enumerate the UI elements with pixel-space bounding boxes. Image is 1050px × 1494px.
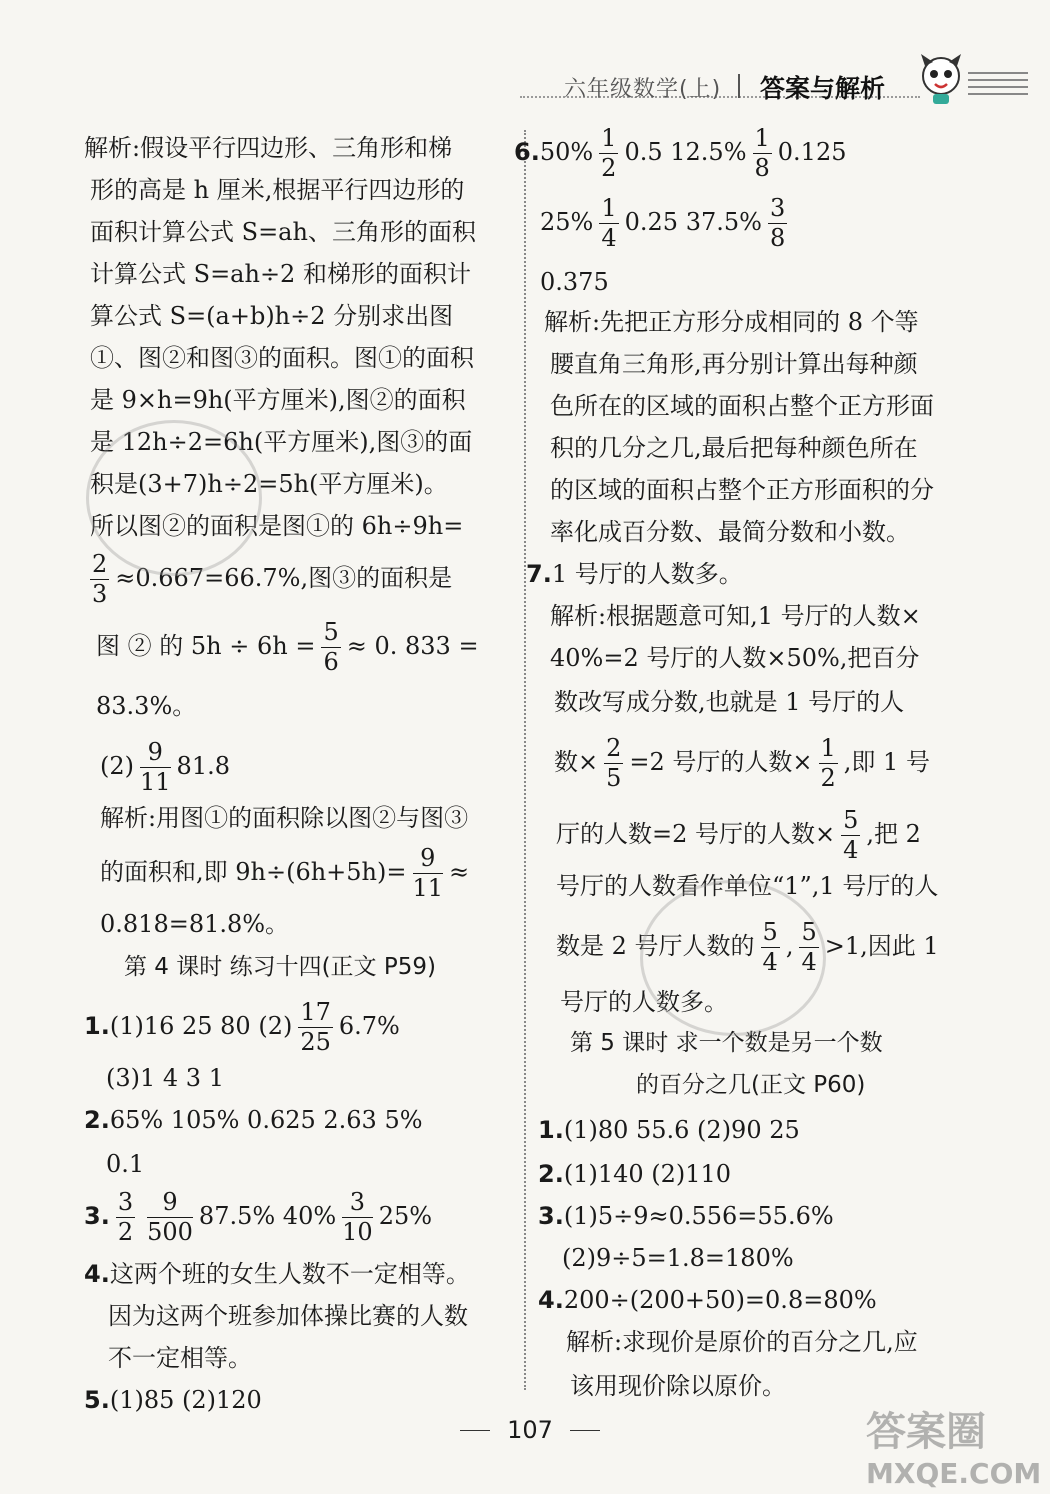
text-line: ①、图②和图③的面积。图①的面积 — [90, 344, 474, 372]
page-footer — [460, 1416, 600, 1444]
header-subject: 六年级数学(上) — [564, 77, 722, 102]
fraction: $\frac{1}{2}$ — [820, 734, 836, 793]
text-line: 该用现价除以原价。 — [570, 1372, 786, 1400]
text-line: 25% $\frac{1}{4}$ 0.25 37.5% $\frac{3}{8}$ — [540, 194, 786, 253]
stamp-mark — [86, 420, 262, 576]
text-line: (2)9÷5=1.8=180% — [562, 1244, 794, 1272]
mascot-icon — [915, 52, 967, 106]
fraction: $\frac{5}{4}$ — [801, 918, 817, 977]
watermark-text: 答案圈 — [866, 1409, 986, 1455]
question-7: 7.1 号厅的人数多。 — [526, 560, 743, 588]
text-line: 不一定相等。 — [108, 1344, 252, 1372]
text-line: $\frac{2}{3}$ ≈0.667=66.7%,图③的面积是 — [92, 550, 453, 609]
text-line: 解析:假设平行四边形、三角形和梯 — [84, 134, 453, 162]
fraction: $\frac{3}{2}$ — [117, 1188, 134, 1247]
text-line: (3)1 4 3 1 — [106, 1064, 224, 1092]
text-line: 号厅的人数多。 — [560, 988, 728, 1016]
text-line: 是 9×h=9h(平方厘米),图②的面积 — [90, 386, 466, 414]
text-line: 40%=2 号厅的人数×50%,把百分 — [550, 644, 920, 672]
stamp-mark — [640, 880, 826, 1036]
text-line: 0.375 — [540, 268, 609, 296]
fraction: $\frac{5}{4}$ — [762, 918, 778, 977]
page-header — [520, 58, 1030, 118]
text-line: 图 ② 的 5h ÷ 6h = $\frac{5}{6}$ ≈ 0. 833 = — [96, 618, 479, 677]
text-line: 算公式 S=(a+b)h÷2 分别求出图 — [90, 302, 454, 330]
text-line: 面积计算公式 S=ah、三角形的面积 — [90, 218, 476, 246]
section-heading: 第 4 课时 练习十四(正文 P59) — [124, 954, 436, 980]
header-divider — [738, 74, 740, 98]
fraction: $\frac{9}{11}$ — [412, 844, 444, 903]
text-line: 0.1 — [106, 1150, 145, 1178]
answer-4: 4.200÷(200+50)=0.8=80% — [538, 1286, 877, 1314]
text-line: (2) $\frac{9}{11}$ 81.8 — [100, 738, 230, 797]
fraction: $\frac{5}{4}$ — [843, 806, 859, 865]
fraction: $\frac{9}{11}$ — [140, 738, 171, 797]
footer-dash — [570, 1430, 600, 1431]
answer-1: 1.(1)80 55.6 (2)90 25 — [538, 1116, 800, 1144]
fraction: $\frac{1}{2}$ — [601, 124, 617, 183]
text-line: 数改写成分数,也就是 1 号厅的人 — [554, 688, 905, 716]
watermark-url: MXQE.COM — [866, 1457, 1042, 1490]
fraction: $\frac{5}{6}$ — [323, 618, 339, 677]
text-line: 积是(3+7)h÷2=5h(平方厘米)。 — [90, 470, 448, 498]
text-line: 数是 2 号厅人数的 $\frac{5}{4}$ , $\frac{5}{4}$ >1,因此 1 — [556, 918, 939, 977]
text-line: 计算公式 S=ah÷2 和梯形的面积计 — [90, 260, 471, 288]
question-6: 6.50% $\frac{1}{2}$ 0.5 12.5% $\frac{1}{8}$ 0.125 — [514, 124, 847, 183]
text-line: 解析:用图①的面积除以图②与图③ — [100, 804, 469, 832]
text-line: 解析:先把正方形分成相同的 8 个等 — [544, 308, 919, 336]
text-line: 的面积和,即 9h÷(6h+5h)= $\frac{9}{11}$ ≈ — [100, 844, 470, 903]
text-line: 数× $\frac{2}{5}$ =2 号厅的人数× $\frac{1}{2}$ ,即 1 号 — [554, 734, 930, 793]
fraction: $\frac{1}{4}$ — [601, 194, 617, 253]
fraction: $\frac{9}{500}$ — [147, 1188, 193, 1247]
section-heading: 第 5 课时 求一个数是另一个数 — [570, 1030, 883, 1056]
footer-dash — [460, 1430, 490, 1431]
text-line: 率化成百分数、最简分数和小数。 — [550, 518, 910, 546]
watermark-logo — [866, 1400, 1041, 1490]
text-line: 腰直角三角形,再分别计算出每种颜 — [550, 350, 918, 378]
page-number: 107 — [507, 1416, 553, 1444]
fraction: $\frac{3}{8}$ — [769, 194, 786, 253]
section-heading: 的百分之几(正文 P60) — [636, 1072, 866, 1098]
question-2: 2.65% 105% 0.625 2.63 5% — [84, 1106, 423, 1134]
question-5: 5.(1)85 (2)120 — [84, 1386, 262, 1414]
text-line: 厅的人数=2 号厅的人数× $\frac{5}{4}$ ,把 2 — [556, 806, 921, 865]
text-line: 因为这两个班参加体操比赛的人数 — [108, 1302, 468, 1330]
text-line: 形的高是 h 厘米,根据平行四边形的 — [90, 176, 465, 204]
text-line: 0.818=81.8%。 — [100, 910, 290, 938]
question-4: 4.这两个班的女生人数不一定相等。 — [84, 1260, 470, 1288]
fraction: $\frac{2}{3}$ — [92, 550, 108, 609]
question-1: 1.(1)16 25 80 (2) $\frac{17}{25}$ 6.7% — [84, 998, 400, 1057]
text-line: 的区域的面积占整个正方形面积的分 — [550, 476, 934, 504]
text-line: 色所在的区域的面积占整个正方形面 — [550, 392, 934, 420]
fraction: $\frac{17}{25}$ — [300, 998, 331, 1057]
question-3: 3. $\frac{3}{2}$ $\frac{9}{500}$ 87.5% 40% $\frac{3}{10}$ 25% — [84, 1188, 433, 1247]
text-line: 83.3%。 — [96, 692, 197, 720]
column-divider — [524, 130, 527, 1390]
header-title: 答案与解析 — [760, 74, 886, 103]
text-line: 所以图②的面积是图①的 6h÷9h= — [90, 512, 464, 540]
text-line: 是 12h÷2=6h(平方厘米),图③的面 — [90, 428, 473, 456]
text-line: 解析:求现价是原价的百分之几,应 — [566, 1328, 918, 1356]
text-line: 号厅的人数看作单位“1”,1 号厅的人 — [556, 872, 939, 900]
fraction: $\frac{2}{5}$ — [606, 734, 622, 793]
fraction: $\frac{1}{8}$ — [754, 124, 770, 183]
answer-2: 2.(1)140 (2)110 — [538, 1160, 732, 1188]
text-line: 解析:根据题意可知,1 号厅的人数× — [550, 602, 921, 630]
header-deco-lines — [968, 72, 1028, 100]
answer-3: 3.(1)5÷9≈0.556=55.6% — [538, 1202, 834, 1230]
text-line: 积的几分之几,最后把每种颜色所在 — [550, 434, 918, 462]
fraction: $\frac{3}{10}$ — [342, 1188, 373, 1247]
